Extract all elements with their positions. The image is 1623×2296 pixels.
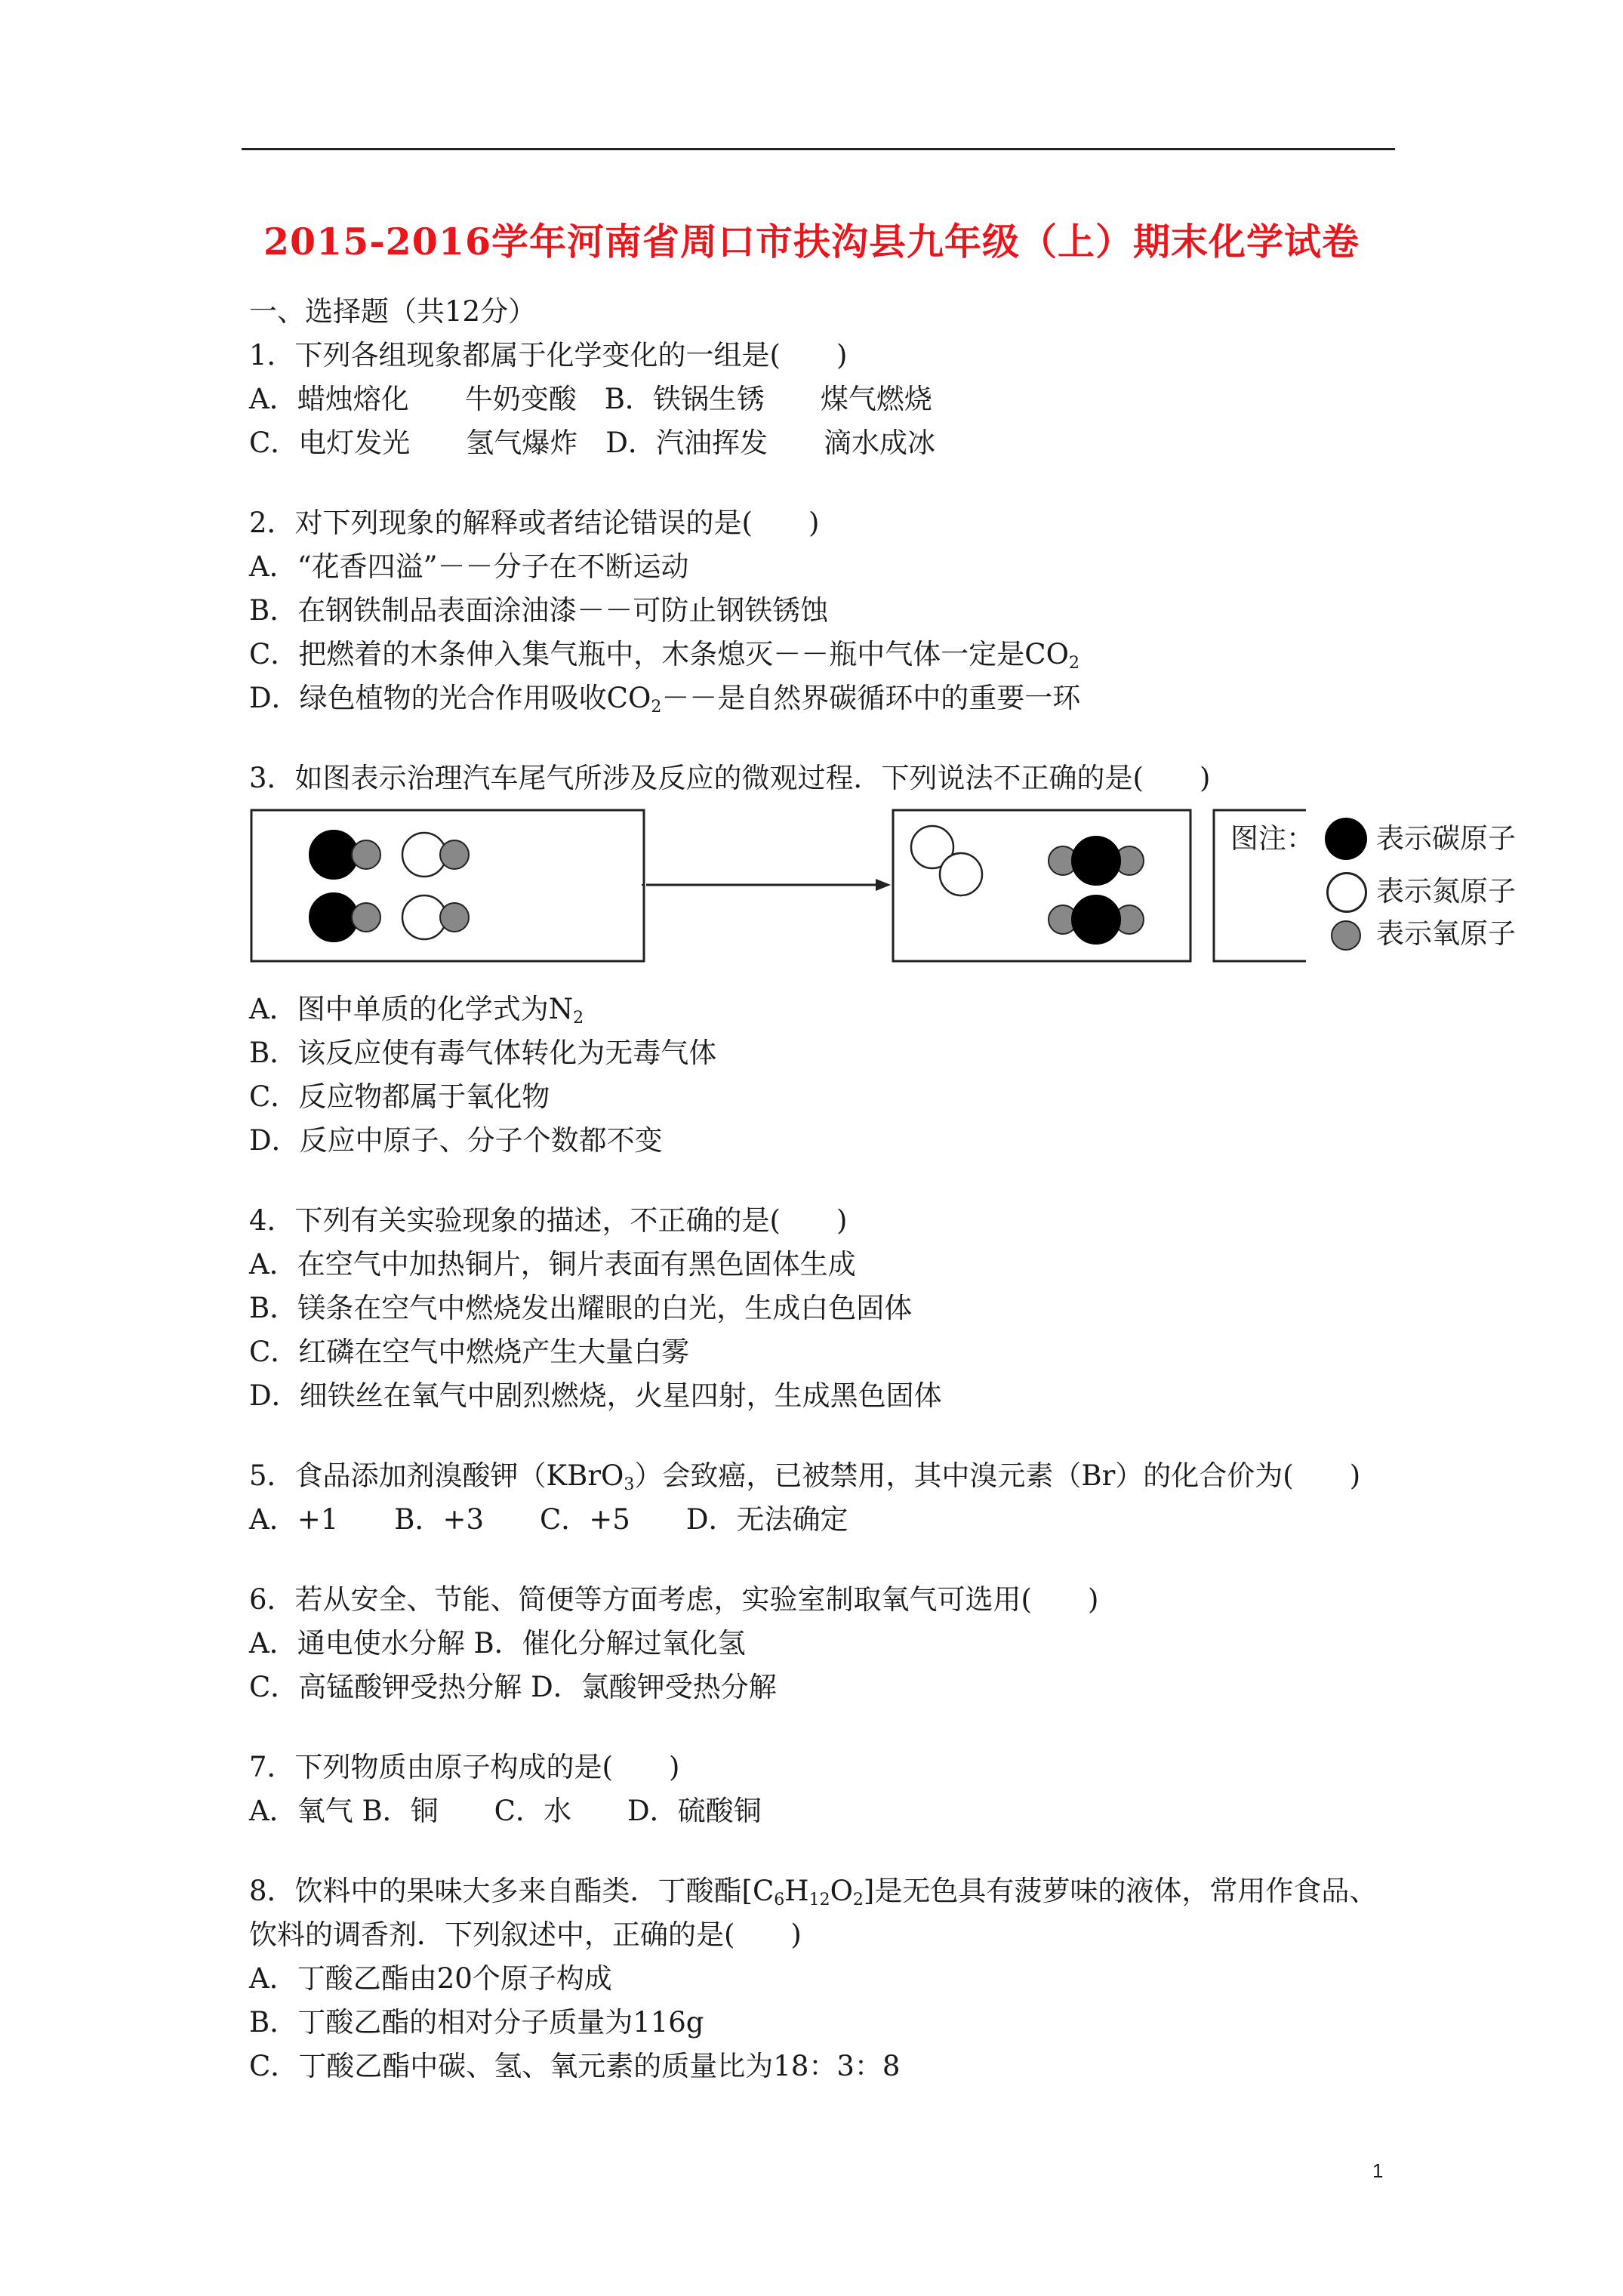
carbon-atom-icon (1072, 837, 1120, 885)
q7-stem: 7．下列物质由原子构成的是( ) (249, 1751, 680, 1783)
q3-stem: 3．如图表示治理汽车尾气所涉及反应的微观过程．下列说法不正确的是( ) (249, 762, 1211, 794)
header-rule (242, 148, 1395, 150)
page-title: 2015-2016学年河南省周口市扶沟县九年级（上）期末化学试卷 (263, 220, 1360, 264)
oxygen-atom-icon (352, 903, 380, 932)
carbon-atom-icon (310, 831, 358, 879)
q7-options: A．氧气 B．铜 C．水 D．硫酸铜 (249, 1795, 762, 1827)
q2-option-c: C．把燃着的木条伸入集气瓶中，木条熄灭－－瓶中气体一定是$CO_2$ (249, 638, 1079, 673)
carbon-atom-icon (310, 893, 358, 942)
reactants-box (251, 810, 644, 961)
q6-stem: 6．若从安全、节能、简便等方面考虑，实验室制取氧气可选用( ) (249, 1583, 1099, 1616)
q2-option-b: B．在钢铁制品表面涂油漆－－可防止钢铁锈蚀 (249, 594, 829, 627)
q1-options-row2: C．电灯发光 氢气爆炸 D．汽油挥发 滴水成冰 (249, 427, 935, 459)
oxygen-atom-icon (1331, 920, 1361, 951)
q8-stem-line1: 8．饮料中的果味大多来自酯类．丁酸酯$[C_6H_{12}O_2]$是无色具有菠萝味的液体，常用作食品、 (249, 1875, 1378, 1909)
q4-option-a: A．在空气中加热铜片，铜片表面有黑色固体生成 (249, 1248, 856, 1281)
section-heading: 一、选择题（共12分） (249, 295, 537, 328)
legend-oxygen-label: 表示氧原子 (1376, 918, 1516, 949)
oxygen-atom-icon (352, 840, 380, 869)
q4-option-d: D．细铁丝在氧气中剧烈燃烧，火星四射，生成黑色固体 (249, 1379, 942, 1412)
legend-nitrogen-label: 表示氮原子 (1376, 876, 1516, 907)
q8-stem-line2: 饮料的调香剂．下列叙述中，正确的是( ) (249, 1918, 802, 1951)
q3-option-b: B．该反应使有毒气体转化为无毒气体 (249, 1037, 717, 1069)
q1-stem: 1．下列各组现象都属于化学变化的一组是( ) (249, 339, 848, 371)
q5-options: A．+1 B．+3 C．+5 D．无法确定 (249, 1503, 848, 1536)
q6-options-row2: C．高锰酸钾受热分解 D．氯酸钾受热分解 (249, 1671, 777, 1703)
reaction-diagram (249, 808, 1516, 977)
legend-title: 图注： (1230, 823, 1314, 854)
q3-option-d: D．反应中原子、分子个数都不变 (249, 1124, 663, 1157)
q8-option-b: B．丁酸乙酯的相对分子质量为116g (249, 2006, 704, 2039)
q5-stem: 5．食品添加剂溴酸钾（KBrO$_3$）会致癌，已被禁用，其中溴元素（Br）的化合价为( ) (249, 1459, 1361, 1494)
nitrogen-atom-icon (940, 853, 982, 895)
q8-option-a: A．丁酸乙酯由20个原子构成 (249, 1962, 612, 1995)
carbon-atom-icon (1325, 818, 1367, 860)
carbon-atom-icon (1072, 895, 1120, 944)
oxygen-atom-icon (440, 840, 469, 869)
q3-option-c: C．反应物都属于氧化物 (249, 1080, 550, 1113)
q4-option-b: B．镁条在空气中燃烧发出耀眼的白光，生成白色固体 (249, 1292, 913, 1324)
oxygen-atom-icon (440, 903, 469, 932)
q6-options-row1: A．通电使水分解 B．催化分解过氧化氢 (249, 1627, 746, 1660)
q2-stem: 2．对下列现象的解释或者结论错误的是( ) (249, 507, 820, 539)
reaction-diagram-svg (249, 808, 1306, 974)
q4-stem: 4．下列有关实验现象的描述，不正确的是( ) (249, 1204, 848, 1237)
q2-option-a: A．“花香四溢”－－分子在不断运动 (249, 550, 689, 583)
arrow-head-icon (876, 879, 891, 891)
legend (1214, 810, 1546, 961)
q8-option-c: C．丁酸乙酯中碳、氢、氧元素的质量比为18：3：8 (249, 2050, 901, 2082)
q1-options-row1: A．蜡烛熔化 牛奶变酸 B．铁锅生锈 煤气燃烧 (249, 383, 932, 415)
nitrogen-atom-icon (1326, 872, 1367, 913)
legend-carbon-label: 表示碳原子 (1376, 823, 1516, 854)
q3-option-a: A．图中单质的化学式为$N_2$ (249, 993, 584, 1028)
q2-option-d: D．绿色植物的光合作用吸收$CO_2--$是自然界碳循环中的重要一环 (249, 682, 1081, 717)
q4-option-c: C．红磷在空气中燃烧产生大量白雾 (249, 1336, 690, 1368)
page-number: 1 (1372, 2159, 1384, 2182)
